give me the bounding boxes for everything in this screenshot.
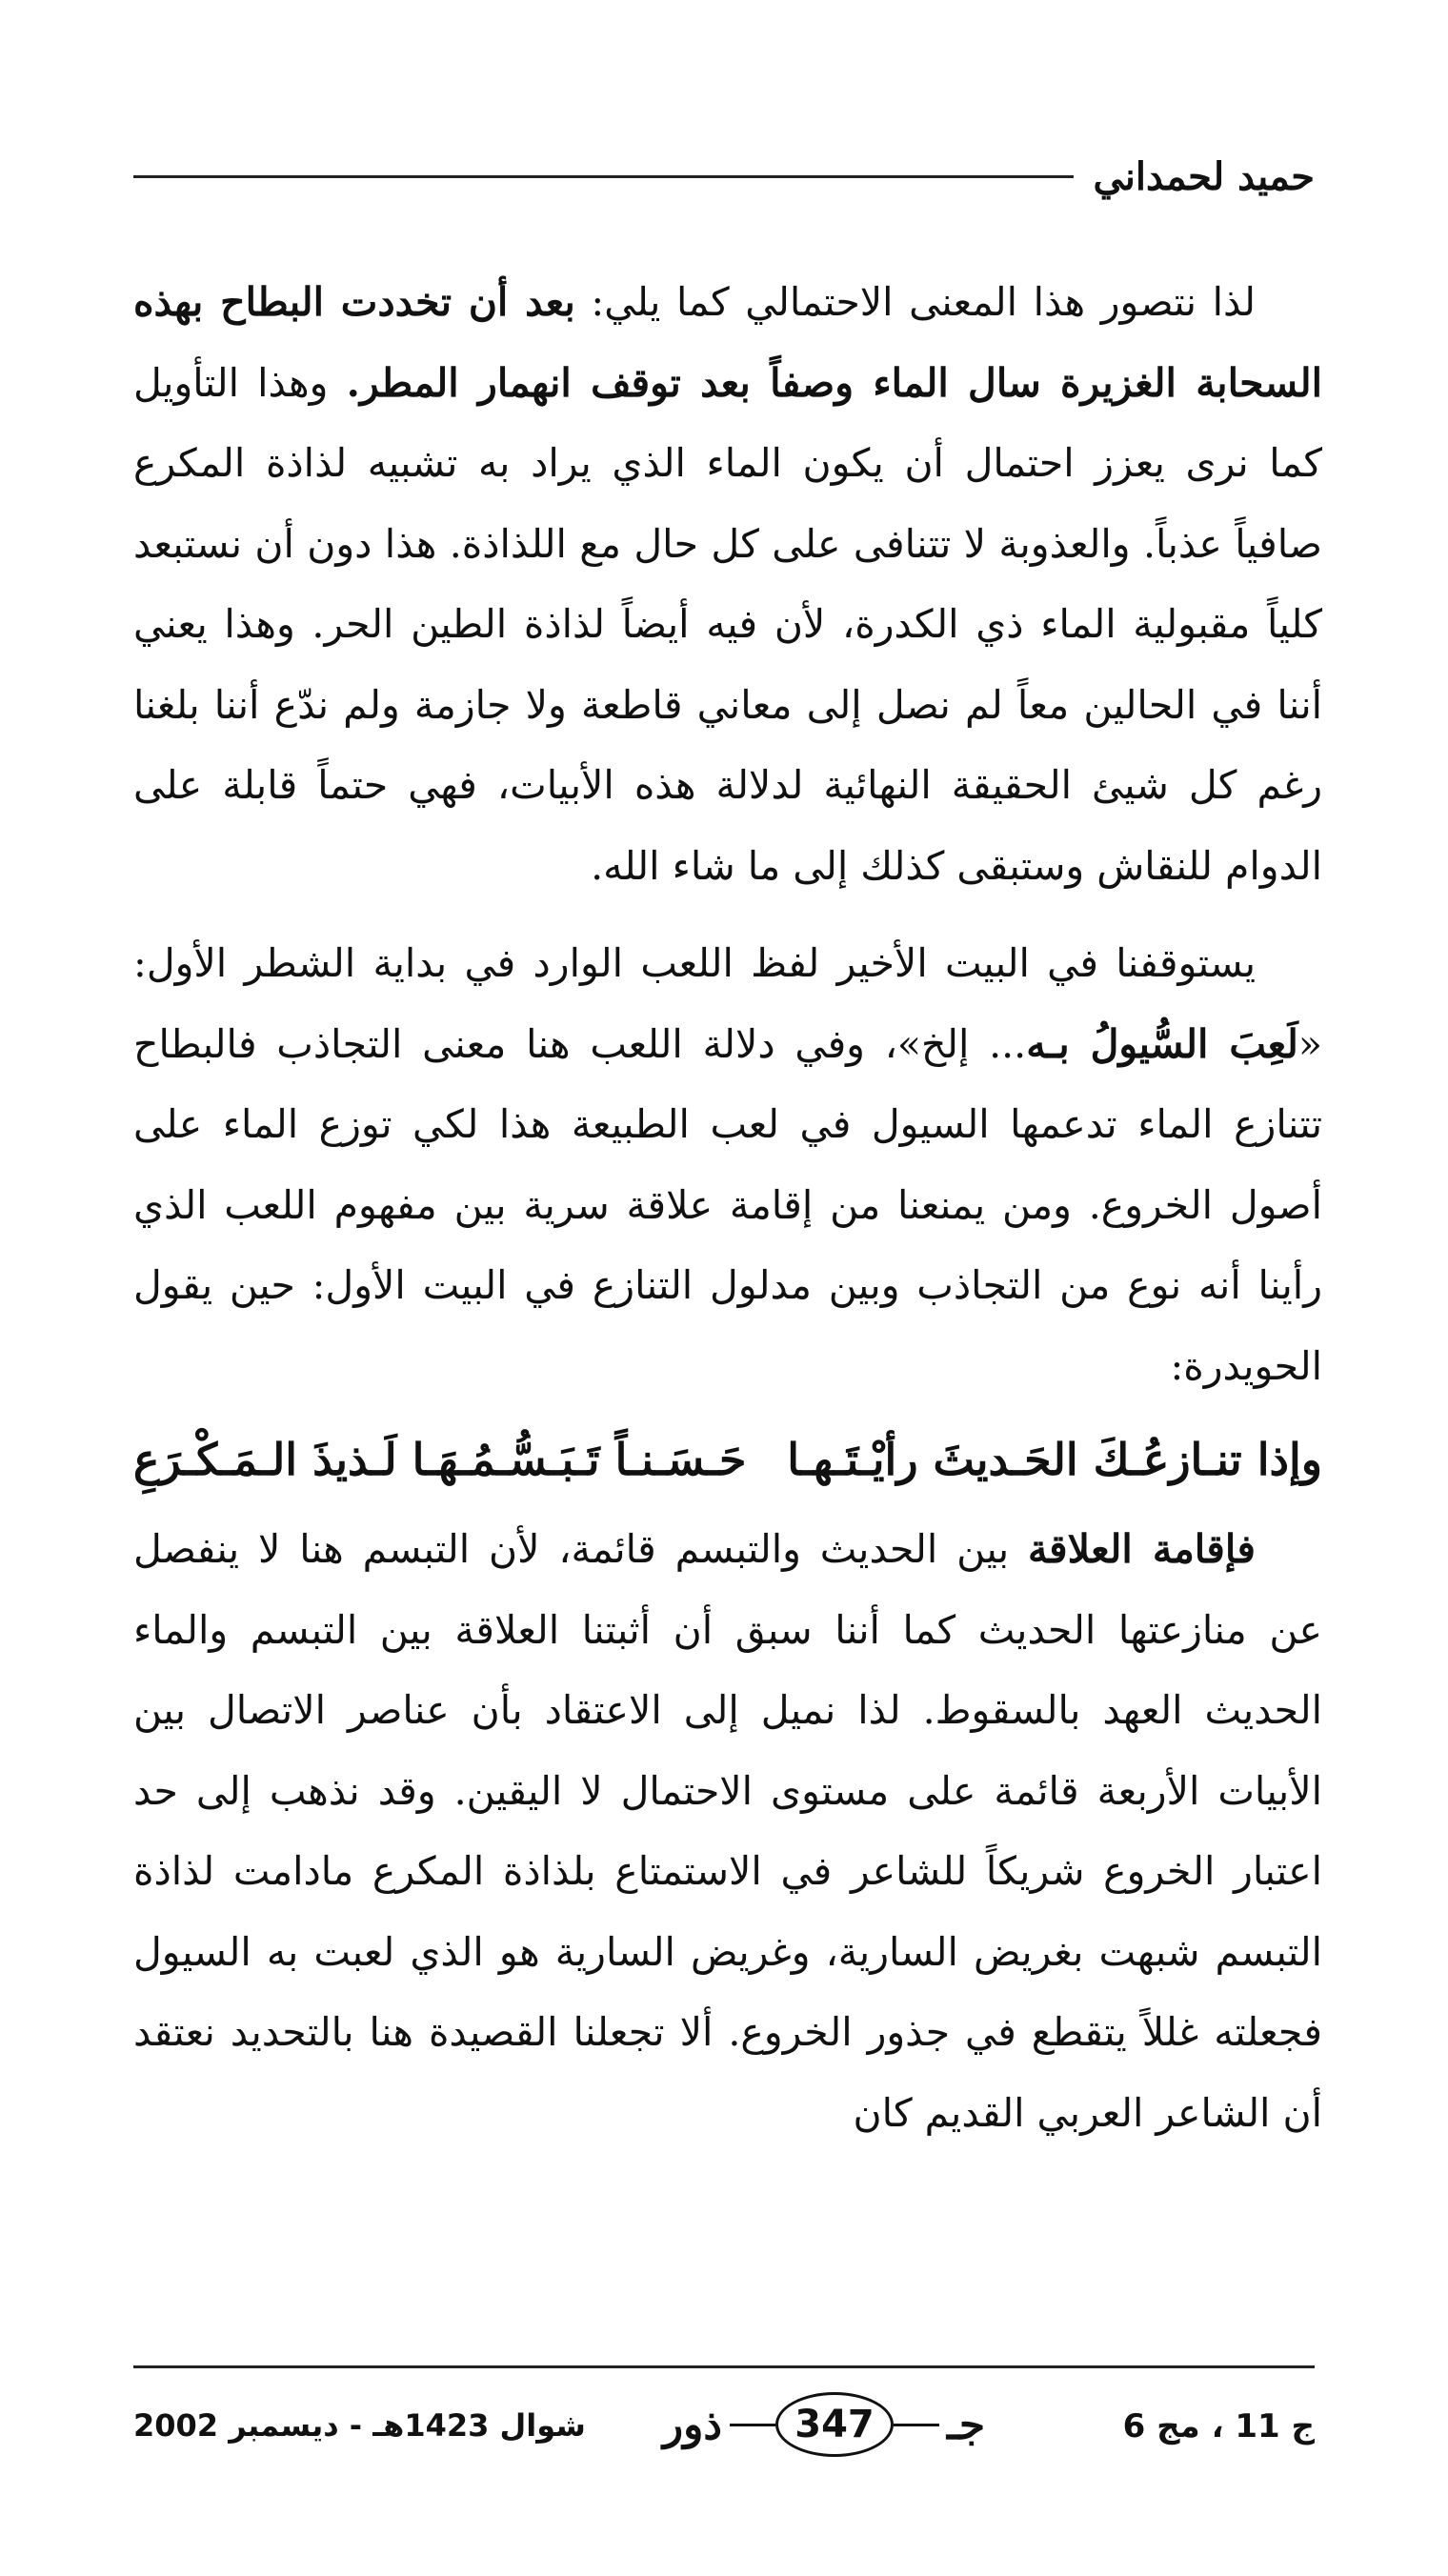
article-body	[133, 262, 1322, 2153]
verse-second-hemistich: حَـسَـنـاً تَـبَـسُّـمُـهَـا لَـذيذَ الـمَـكْـرَعِ	[133, 1434, 747, 1485]
paragraph-1-intro: لذا نتصور هذا المعنى الاحتمالي كما يلي:	[574, 279, 1256, 325]
journal-name-left: ذور	[662, 2400, 722, 2449]
paragraph-2-intro: يستوقفنا في البيت الأخير لفظ اللعب الوارد في بداية الشطر الأول: «	[133, 940, 1322, 1067]
paragraph-2-rest: ... إلخ»، وفي دلالة اللعب هنا معنى التجاذب فالبطاح تتنازع الماء تدعمها السيول في لعب الطبيعة هذا لكي توزع الماء على أصول الخروع. ومن يمنعنا من إقامة علاقة سرية بين مفهوم اللعب الذي رأينا أنه نوع من التجاذب وبين مدلول التنازع في البيت الأول: حين يقول الحويدرة:	[133, 1020, 1322, 1389]
journal-name-right: جـ	[947, 2400, 986, 2449]
footer-rule	[133, 2365, 1315, 2368]
issue-date: شوال 1423هـ - ديسمبر 2002	[133, 2407, 586, 2444]
badge-right-line	[894, 2424, 939, 2426]
poetry-verse	[133, 1414, 1322, 1505]
issue-number: ج 11 ، مج 6	[1122, 2407, 1315, 2445]
header-rule	[133, 175, 1074, 178]
page-number: 347	[775, 2392, 894, 2457]
paragraph-1-emphasis: بعد أن تخددت البطاح بهذه السحابة الغزيرة سال الماء وصفاً بعد توقف انهمار المطر.	[133, 279, 1323, 406]
running-header	[133, 143, 1315, 210]
journal-page-badge	[653, 2386, 996, 2463]
paragraph-3-emphasis: فإقامة العلاقة	[1028, 1526, 1256, 1572]
paragraph-2	[133, 923, 1322, 1406]
paragraph-1	[133, 262, 1322, 906]
paragraph-3	[133, 1509, 1322, 2153]
page-footer	[133, 2386, 1315, 2472]
author-name: حميد لحمداني	[1093, 153, 1315, 199]
badge-left-line	[730, 2424, 775, 2426]
verse-first-hemistich: وإذا تنـازعُـكَ الحَـديثَ رأيْـتَـهـا	[787, 1434, 1322, 1485]
paragraph-2-quote: لَعِبَ السُّيولُ بـه	[1026, 1020, 1298, 1067]
paragraph-3-rest: بين الحديث والتبسم قائمة، لأن التبسم هنا لا ينفصل عن منازعتها الحديث كما أننا سبق أن أثبتنا العلاقة بين التبسم والماء الحديث العهد بالسقوط. لذا نميل إلى الاعتقاد بأن عناصر الاتصال بين الأبيات الأربعة قائمة على مستوى الاحتمال لا اليقين. وقد نذهب إلى حد اعتبار الخروع شريكاً للشاعر في الاستمتاع بلذاذة المكرع مادامت لذاذة التبسم شبهت بغريض السارية، وغريض السارية هو الذي لعبت به السيول فجعلته غللاً يتقطع في جذور الخروع. ألا تجعلنا القصيدة هنا بالتحديد نعتقد أن الشاعر العربي القديم كان	[133, 1526, 1322, 2136]
paragraph-1-rest: وهذا التأويل كما نرى يعزز احتمال أن يكون الماء الذي يراد به تشبيه لذاذة المكرع صافياً عذباً. والعذوبة لا تتنافى على كل حال مع اللذاذة. هذا دون أن نستبعد كلياً مقبولية الماء ذي الكدرة، لأن فيه أيضاً لذاذة الطين الحر. وهذا يعني أننا في الحالين معاً لم نصل إلى معاني قاطعة ولا جازمة ولم ندّع أننا بلغنا رغم كل شيئ الحقيقة النهائية لدلالة هذه الأبيات، فهي حتماً قابلة على الدوام للنقاش وستبقى كذلك إلى ما شاء الله.	[133, 359, 1322, 889]
